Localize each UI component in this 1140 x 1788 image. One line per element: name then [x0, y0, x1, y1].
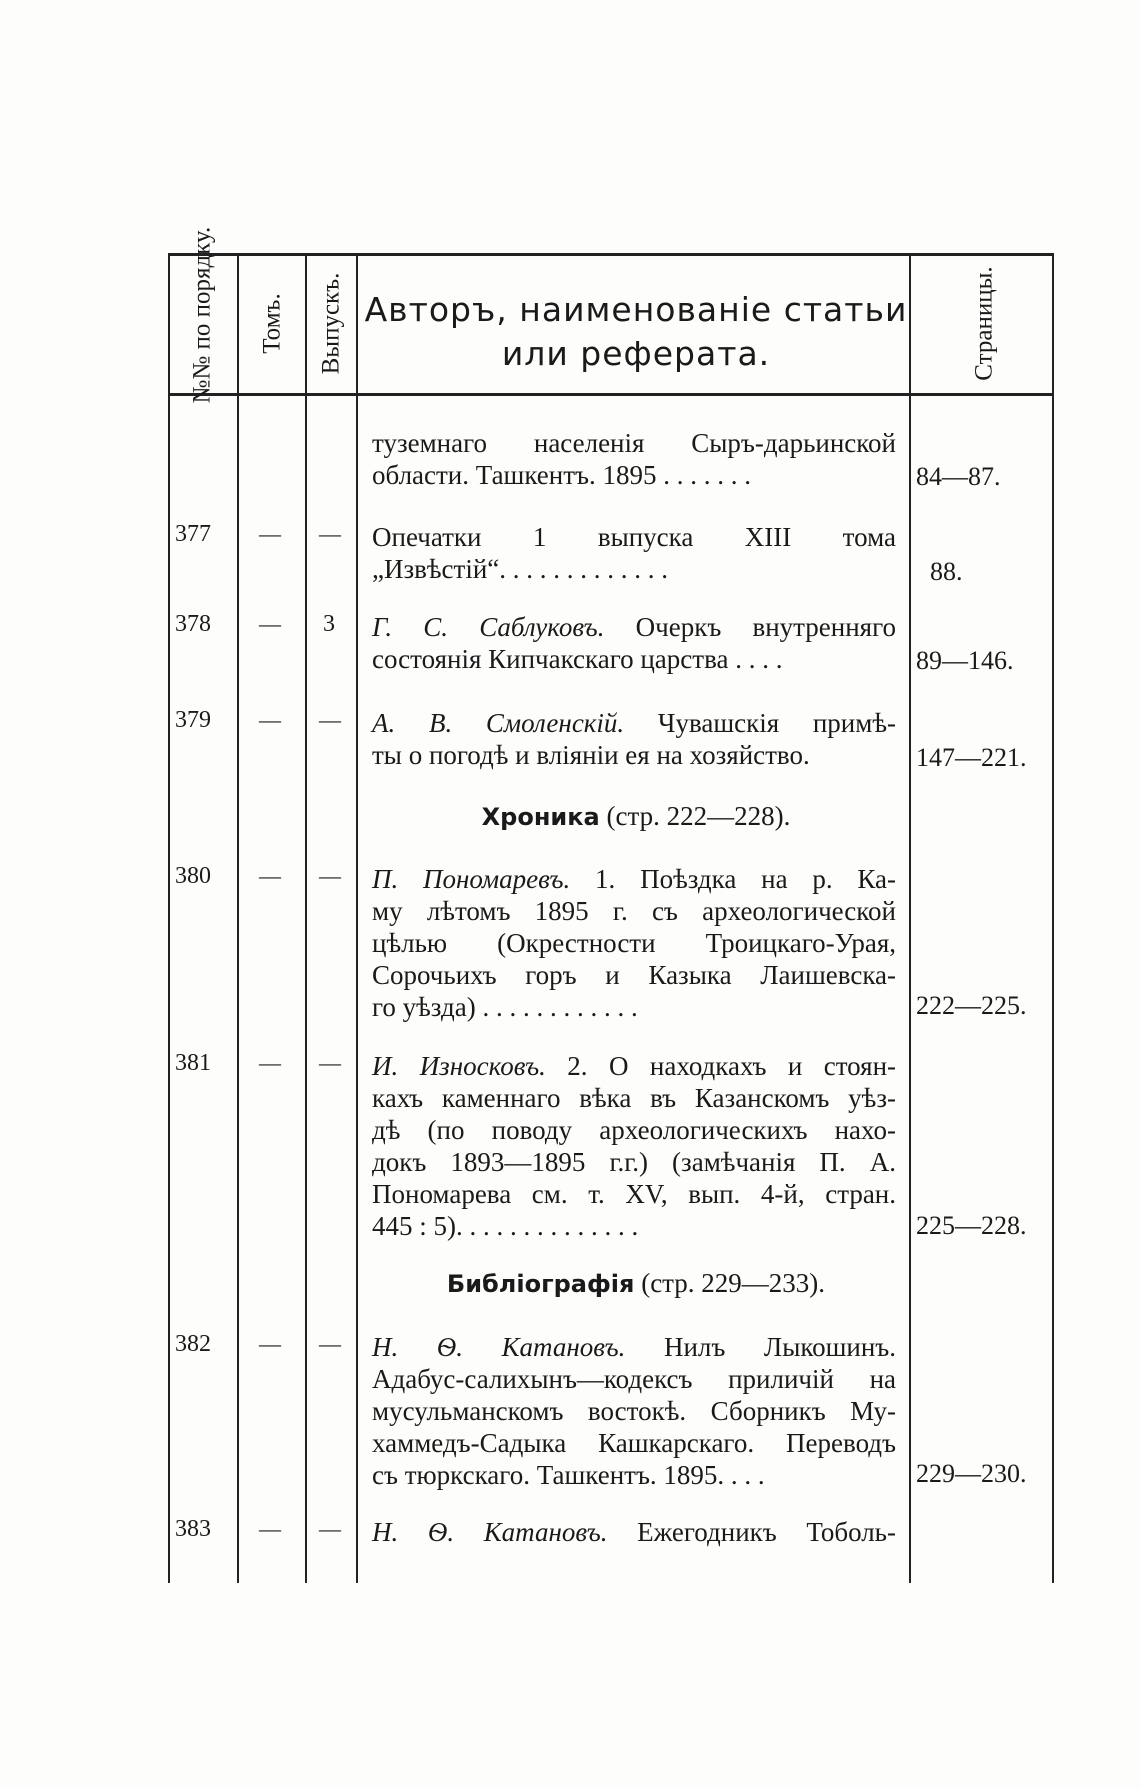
entry-0-pages: 84—87.: [916, 462, 1001, 491]
entry-line: му лѣтомъ 1895 г. съ археологической: [372, 896, 896, 926]
header-number-column: [188, 226, 217, 404]
entry-6-issue: —: [319, 1331, 341, 1356]
entry-line: области. Ташкентъ. 1895 . . . . . . .: [372, 460, 751, 490]
entry-line: Адабус-салихынъ—кодексъ приличій на: [372, 1364, 896, 1394]
entry-3-pages: 147—221.: [916, 743, 1027, 772]
entry-3-description: [372, 707, 896, 771]
entry-4-pages: 222—225.: [916, 991, 1027, 1020]
entry-6-description: [372, 1331, 896, 1491]
section-name: Библіографія: [446, 1270, 635, 1298]
header-issue-text: Выпускъ.: [317, 272, 345, 375]
header-title-line1: Авторъ, наименованіе статьи: [364, 290, 908, 329]
entry-7-tome: —: [259, 1516, 281, 1541]
col-divider-1: [237, 253, 239, 1583]
entry-text: Очеркъ внутренняго: [604, 612, 896, 642]
entry-line: туземнаго населенія Сыръ-дарьинской: [372, 428, 896, 458]
section-heading-chronicle: [362, 801, 910, 832]
left-border: [168, 253, 170, 1583]
entry-line: [372, 611, 896, 643]
entry-2-description: [372, 611, 896, 675]
entry-line: 445 : 5). . . . . . . . . . . . . .: [372, 1211, 639, 1241]
entry-line: цѣлью (Окрестности Троицкаго-Урая,: [372, 928, 896, 958]
entry-7-issue: —: [319, 1516, 341, 1541]
header-title-line2: или реферата.: [501, 334, 771, 373]
section-range: (стр. 229—233).: [634, 1268, 826, 1298]
entry-5-tome: —: [259, 1050, 281, 1075]
header-tome-text: Томъ.: [258, 293, 286, 354]
entry-6-pages: 229—230.: [916, 1459, 1027, 1488]
entry-line: дѣ (по поводу археологическихъ нахо-: [372, 1115, 896, 1145]
entry-3-tome: —: [259, 707, 281, 732]
entry-7-description: [372, 1516, 896, 1548]
entry-1-description: [372, 521, 896, 585]
entry-5-description: [372, 1050, 896, 1242]
entry-line: Пономарева см. т. XV, вып. 4-й, стран.: [372, 1179, 896, 1209]
entry-7-number: 383: [175, 1516, 211, 1542]
header-number-text: №№ по порядку.: [188, 226, 216, 404]
entry-4-issue: —: [319, 863, 341, 888]
entry-author: П. Пономаревъ.: [372, 864, 571, 894]
entry-line: Опечатки 1 выпуска XIII тома: [372, 522, 896, 552]
entry-1-number: 377: [175, 521, 211, 547]
entry-2-pages: 89—146.: [916, 646, 1014, 675]
entry-line: го уѣзда) . . . . . . . . . . . .: [372, 992, 638, 1022]
section-name: Хроника: [481, 803, 600, 831]
entry-author: И. Износковъ.: [372, 1051, 546, 1081]
top-rule: [170, 253, 1054, 256]
entry-4-number: 380: [175, 863, 211, 889]
entry-line: [372, 1331, 896, 1363]
entry-5-issue: —: [319, 1050, 341, 1075]
entry-line: [372, 1050, 896, 1082]
entry-2-issue: 3: [323, 611, 335, 637]
header-tome-column: [258, 249, 287, 399]
entry-line: хаммедъ-Садыка Кашкарскаго. Переводъ: [372, 1428, 896, 1458]
section-heading-bibliography: [362, 1268, 910, 1299]
entry-3-issue: —: [319, 707, 341, 732]
entry-text: Нилъ Лыкошинъ.: [625, 1332, 897, 1362]
entry-text: Чувашскія примѣ-: [624, 708, 896, 738]
entry-1-issue: —: [319, 521, 341, 546]
entry-line: [372, 707, 896, 739]
section-range: (стр. 222—228).: [599, 801, 791, 831]
col-divider-4: [909, 253, 911, 1583]
entry-line: докъ 1893—1895 г.г.) (замѣчанія П. А.: [372, 1147, 896, 1177]
entry-line: кахъ каменнаго вѣка въ Казанскомъ уѣз-: [372, 1083, 896, 1113]
entry-1-pages: 88.: [930, 557, 963, 586]
header-title-column: [362, 288, 910, 376]
entry-author: А. В. Смоленскій.: [372, 708, 625, 738]
entry-author: Г. С. Саблуковъ.: [372, 612, 605, 642]
entry-line: состоянія Кипчакскаго царства . . . .: [372, 644, 783, 674]
entry-line: [372, 1516, 896, 1548]
header-pages-text: Страницы.: [970, 266, 998, 381]
entry-author: Н. Ѳ. Катановъ.: [372, 1332, 626, 1362]
entry-5-number: 381: [175, 1050, 211, 1076]
header-issue-column: [317, 249, 346, 399]
entry-0-description: [372, 427, 896, 491]
entry-5-pages: 225—228.: [916, 1211, 1027, 1240]
entry-text: 2. О находкахъ и стоян-: [545, 1051, 897, 1081]
entry-text: Ежегодникъ Тоболь-: [607, 1517, 896, 1547]
entry-1-tome: —: [259, 521, 281, 546]
right-border: [1052, 253, 1054, 1583]
entry-3-number: 379: [175, 707, 211, 733]
entry-line: Сорочьихъ горъ и Казыка Лаишевска-: [372, 960, 896, 990]
entry-2-tome: —: [259, 611, 281, 636]
entry-line: ты о погодѣ и вліяніи ея на хозяйство.: [372, 740, 810, 770]
entry-6-tome: —: [259, 1331, 281, 1356]
col-divider-2: [305, 253, 307, 1583]
entry-line: съ тюркскаго. Ташкентъ. 1895. . . .: [372, 1460, 765, 1490]
entry-2-number: 378: [175, 611, 211, 637]
entry-6-number: 382: [175, 1331, 211, 1357]
header-bottom-rule: [170, 393, 1054, 396]
entry-line: „Извѣстій“. . . . . . . . . . . . .: [372, 554, 669, 584]
entry-line: мусульманскомъ востокѣ. Сборникъ Му-: [372, 1396, 896, 1426]
entry-4-description: [372, 863, 896, 1023]
entry-author: Н. Ѳ. Катановъ.: [372, 1517, 608, 1547]
col-divider-3: [356, 253, 358, 1583]
entry-line: [372, 863, 896, 895]
entry-text: 1. Поѣздка на р. Ка-: [570, 864, 896, 894]
entry-4-tome: —: [259, 863, 281, 888]
header-pages-column: [970, 244, 999, 404]
